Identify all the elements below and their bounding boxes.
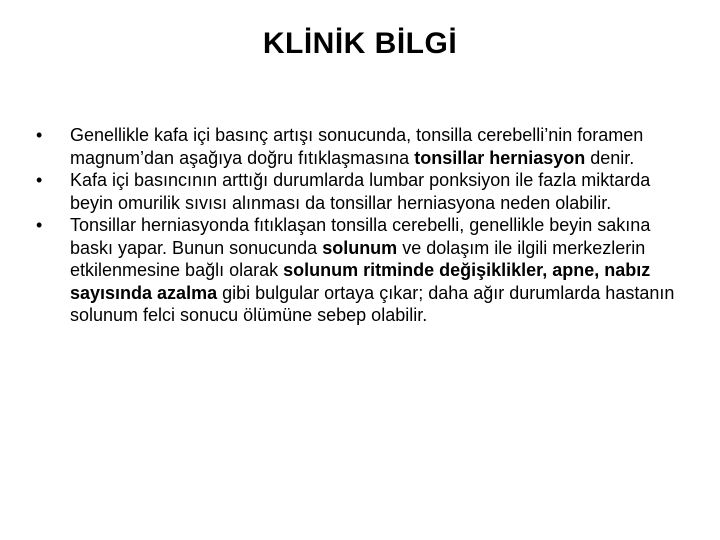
bullet-icon: • <box>36 215 43 235</box>
bullet-3-bold-findings: solunum ritminde değişiklikler, apne, nabız sayısında azalma <box>70 260 651 303</box>
bullet-1-bold-term: tonsillar herniasyon <box>414 147 586 168</box>
bullet-1-text: Genellikle kafa içi basınç artışı sonucunda, tonsilla cerebelli’nin foramen magnum’dan aşağıya doğru fıtıklaşmasına <box>70 125 644 168</box>
bullet-1-text-end: denir. <box>585 147 635 168</box>
bullet-icon: • <box>36 170 43 190</box>
bullet-3-text-middle: ve dolaşım ile ilgili merkezlerin etkilenmesine bağlı olarak <box>70 237 646 280</box>
bullet-item-1 <box>36 124 696 169</box>
bullet-icon: • <box>36 125 43 145</box>
bullet-item-3 <box>36 214 696 327</box>
bullet-list <box>36 124 696 327</box>
bullet-3-bold-term: solunum <box>322 237 398 258</box>
bullet-3-text-end: gibi bulgular ortaya çıkar; daha ağır durumlarda hastanın solunum felci sonucu ölümüne sebep olabilir. <box>70 282 675 325</box>
bullet-3-text: Tonsillar herniasyonda fıtıklaşan tonsilla cerebelli, genellikle beyin sakına baskı yapar. Bunun sonucunda <box>70 215 651 258</box>
slide-title: KLİNİK BİLGİ <box>262 27 458 60</box>
bullet-2-text: Kafa içi basıncının arttığı durumlarda lumbar ponksiyon ile fazla miktarda beyin omurilik sıvısı alınması da tonsillar herniasyona neden olabilir. <box>70 170 651 213</box>
bullet-item-2 <box>36 169 696 214</box>
